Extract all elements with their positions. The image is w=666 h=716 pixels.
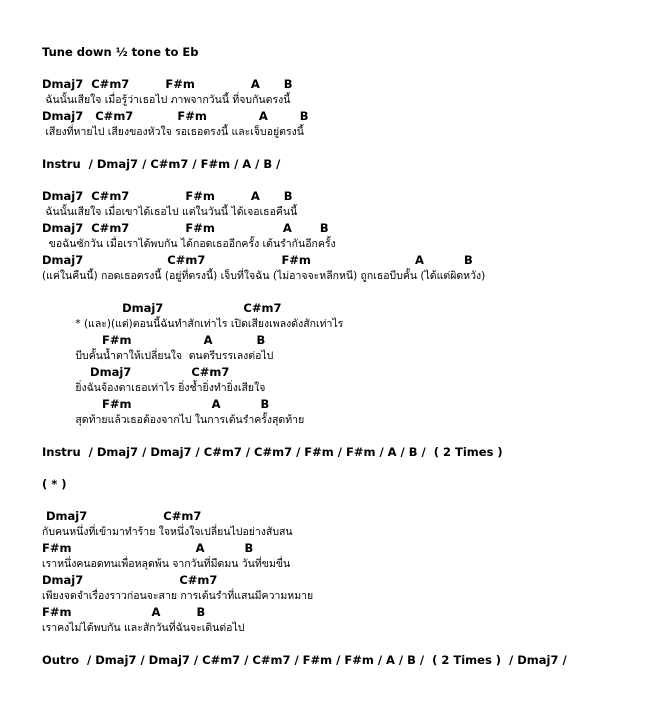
lyric-line: เราหนึ่งคนอดทนเพื่อหลุดพ้น จากวันที่มืดมน วันที่ขมขื่น (42, 558, 291, 570)
blank-line (42, 492, 662, 508)
lyric-line: เราคงไม่ได้พบกัน และสักวันที่ฉันจะเดินต่อไป (42, 622, 245, 634)
blank-line (42, 172, 662, 188)
lyric-line: * (และ)(แต่)ตอนนี้ฉันทำสักเท่าไร เปิดเสียงเพลงดังสักเท่าไร (42, 318, 344, 330)
chord-line: Instru / Dmaj7 / C#m7 / F#m / A / B / (42, 157, 281, 171)
chord-line: Dmaj7 C#m7 (42, 301, 282, 315)
chord-line: Dmaj7 C#m7 (42, 365, 230, 379)
chord-line: F#m A B (42, 605, 206, 619)
chord-line: Outro / Dmaj7 / Dmaj7 / C#m7 / C#m7 / F#m / F#m / A / B / ( 2 Times ) / Dmaj7 / (42, 653, 567, 667)
lyric-line: ยิ่งฉันจ้องตาเธอเท่าไร ยิ่งช้ำยิ่งทำยิ่งเสียใจ (42, 382, 266, 394)
lyric-line: ขอฉันซักวัน เมื่อเราได้พบกัน ได้กอดเธออีกครั้ง เต้นรำกันอีกครั้ง (42, 238, 336, 250)
blank-line (42, 636, 662, 652)
chord-line: Dmaj7 C#m7 F#m A B (42, 189, 293, 203)
chord-line: F#m A B (42, 333, 266, 347)
blank-line (42, 60, 662, 76)
chord-line: Tune down ½ tone to Eb (42, 45, 199, 59)
lyric-line: สุดท้ายแล้วเธอต้องจากไป ในการเต้นรำครั้งสุดท้าย (42, 414, 305, 426)
chord-line: ( * ) (42, 477, 67, 491)
blank-line (42, 284, 662, 300)
lyric-line: ฉันนั้นเสียใจ เมื่อเขาได้เธอไป แต่ในวันนี้ ได้เจอเธอคืนนี้ (42, 206, 298, 218)
lyric-line: เพียงจดจำเรื่องราวก่อนจะสาย การเต้นรำที่แสนมีความหมาย (42, 590, 314, 602)
song-sheet (42, 44, 662, 668)
chord-line: Dmaj7 C#m7 (42, 573, 218, 587)
blank-line (42, 140, 662, 156)
chord-line: Dmaj7 C#m7 F#m A B (42, 77, 293, 91)
chord-line: Dmaj7 C#m7 F#m A B (42, 109, 309, 123)
chord-line: Dmaj7 C#m7 F#m A B (42, 253, 473, 267)
chord-line: Dmaj7 C#m7 F#m A B (42, 221, 329, 235)
lyric-line: (แค่ในคืนนี้) กอดเธอตรงนี้ (อยู่ที่ตรงนี้) เจ็บที่ใจฉัน (ไม่อาจจะหลีกหนี) ถูกเธอบีบคั้น (ได้แต่ผิดหวัง) (42, 270, 486, 282)
chord-line: Instru / Dmaj7 / Dmaj7 / C#m7 / C#m7 / F#m / F#m / A / B / ( 2 Times ) (42, 445, 503, 459)
blank-line (42, 460, 662, 476)
lyric-line: กับคนหนึ่งที่เข้ามาทำร้าย ใจหนึ่งใจเปลี่ยนไปอย่างสับสน (42, 526, 293, 538)
chord-line: F#m A B (42, 397, 270, 411)
blank-line (42, 428, 662, 444)
chord-line: Dmaj7 C#m7 (42, 509, 202, 523)
lyric-line: ฉันนั้นเสียใจ เมื่อรู้ว่าเธอไป ภาพจากวันนี้ ที่จบกันตรงนี้ (42, 94, 291, 106)
lyric-line: บีบคั้นน้ำตาให้เปลี่ยนใจ ดนตรีบรรเลงต่อไป (42, 350, 274, 362)
chord-line: F#m A B (42, 541, 254, 555)
lyric-line: เสียงที่หายไป เสียงของหัวใจ รอเธอตรงนี้ และเจ็บอยู่ตรงนี้ (42, 126, 304, 138)
